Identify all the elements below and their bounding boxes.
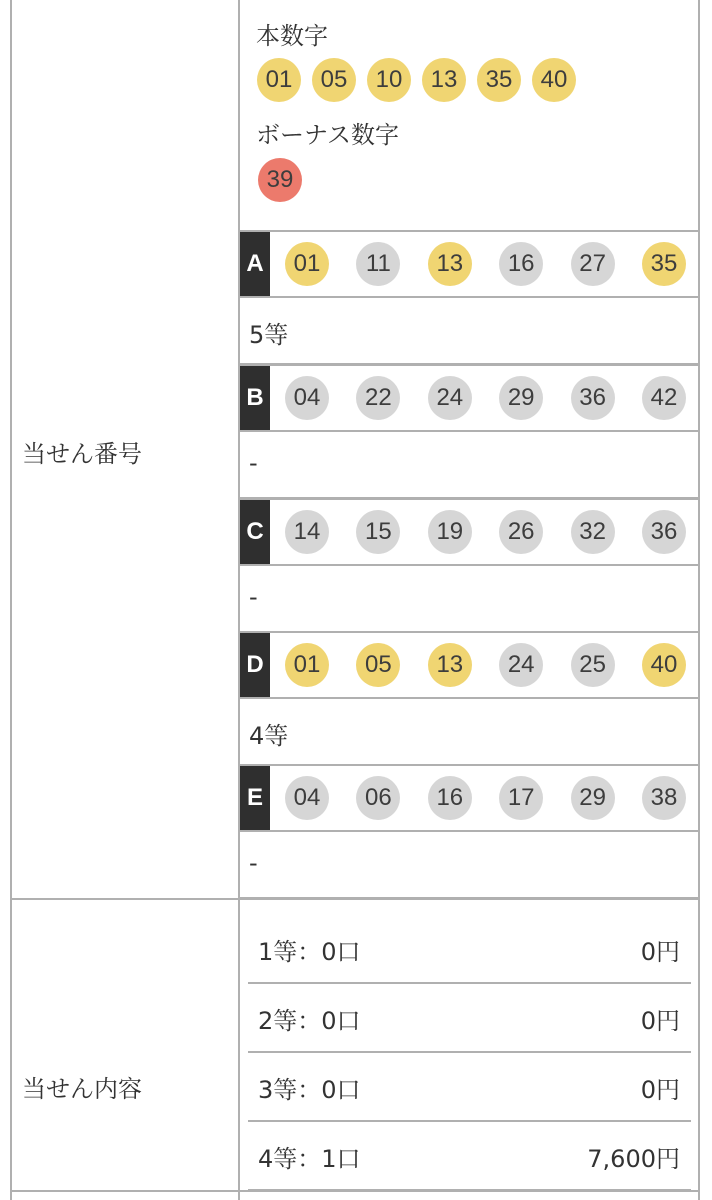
ticket-number-ball: 26: [499, 510, 543, 554]
main-number-ball: 35: [477, 58, 521, 102]
prize-tier-label: 4等：1口: [258, 1145, 361, 1173]
ticket-number-ball: 06: [356, 776, 400, 820]
ticket-letter-c: C: [240, 500, 270, 564]
prize-amount: 7,600円: [587, 1145, 680, 1173]
ticket-number-ball: 16: [428, 776, 472, 820]
ticket-number-ball: 36: [571, 376, 615, 420]
ticket-result-bottom-border: [240, 897, 700, 899]
main-number-ball: 01: [257, 58, 301, 102]
ticket-matched-ball: 01: [285, 242, 329, 286]
prize-tier-label: 1等：0口: [258, 938, 361, 966]
main-number-ball: 40: [532, 58, 576, 102]
ticket-number-ball: 15: [356, 510, 400, 554]
ticket-number-ball: 19: [428, 510, 472, 554]
prize-row-divider: [248, 1189, 691, 1191]
ticket-number-ball: 36: [642, 510, 686, 554]
ticket-number-ball: 17: [499, 776, 543, 820]
ticket-number-ball: 24: [428, 376, 472, 420]
ticket-row-bottom-border: [240, 296, 700, 298]
ticket-row-bottom-border: [240, 697, 700, 699]
ticket-number-ball: 04: [285, 776, 329, 820]
ticket-number-ball: 14: [285, 510, 329, 554]
table-right-border: [698, 0, 700, 1200]
prize-amount: 0円: [640, 938, 680, 966]
ticket-number-ball: 38: [642, 776, 686, 820]
ticket-result: -: [249, 583, 258, 611]
ticket-row-top-border: [240, 364, 700, 366]
ticket-number-ball: 24: [499, 643, 543, 687]
bonus-number-ball: 39: [258, 158, 302, 202]
table-column-divider: [238, 0, 240, 1200]
ticket-letter-a: A: [240, 232, 270, 296]
ticket-number-ball: 16: [499, 242, 543, 286]
table-left-border: [10, 0, 12, 1200]
ticket-number-ball: 25: [571, 643, 615, 687]
ticket-result: -: [249, 849, 258, 877]
prize-details-label: 当せん内容: [22, 1075, 142, 1103]
main-number-ball: 13: [422, 58, 466, 102]
ticket-row-bottom-border: [240, 564, 700, 566]
prize-row-divider: [248, 982, 691, 984]
ticket-result: -: [249, 449, 258, 477]
ticket-result: 5等: [249, 321, 289, 349]
ticket-result: 4等: [249, 722, 289, 750]
ticket-row-top-border: [240, 230, 700, 232]
winning-numbers-label: 当せん番号: [22, 440, 142, 468]
prize-amount: 0円: [640, 1007, 680, 1035]
main-number-ball: 05: [312, 58, 356, 102]
ticket-letter-e: E: [240, 766, 270, 830]
prize-tier-label: 3等：0口: [258, 1076, 361, 1104]
ticket-matched-ball: 13: [428, 242, 472, 286]
ticket-row-top-border: [240, 498, 700, 500]
ticket-matched-ball: 13: [428, 643, 472, 687]
ticket-row-top-border: [240, 764, 700, 766]
ticket-matched-ball: 01: [285, 643, 329, 687]
ticket-row-bottom-border: [240, 430, 700, 432]
ticket-letter-b: B: [240, 366, 270, 430]
ticket-number-ball: 04: [285, 376, 329, 420]
prize-row-divider: [248, 1051, 691, 1053]
ticket-row-bottom-border: [240, 830, 700, 832]
ticket-number-ball: 11: [356, 242, 400, 286]
ticket-matched-ball: 05: [356, 643, 400, 687]
main-numbers-label: 本数字: [256, 22, 328, 50]
ticket-row-top-border: [240, 631, 700, 633]
ticket-number-ball: 42: [642, 376, 686, 420]
ticket-matched-ball: 35: [642, 242, 686, 286]
ticket-number-ball: 27: [571, 242, 615, 286]
ticket-number-ball: 32: [571, 510, 615, 554]
bonus-number-label: ボーナス数字: [256, 121, 400, 149]
ticket-matched-ball: 40: [642, 643, 686, 687]
ticket-number-ball: 29: [499, 376, 543, 420]
ticket-letter-d: D: [240, 633, 270, 697]
main-number-ball: 10: [367, 58, 411, 102]
prize-row-divider: [248, 1120, 691, 1122]
prize-amount: 0円: [640, 1076, 680, 1104]
prize-tier-label: 2等：0口: [258, 1007, 361, 1035]
ticket-number-ball: 29: [571, 776, 615, 820]
ticket-number-ball: 22: [356, 376, 400, 420]
